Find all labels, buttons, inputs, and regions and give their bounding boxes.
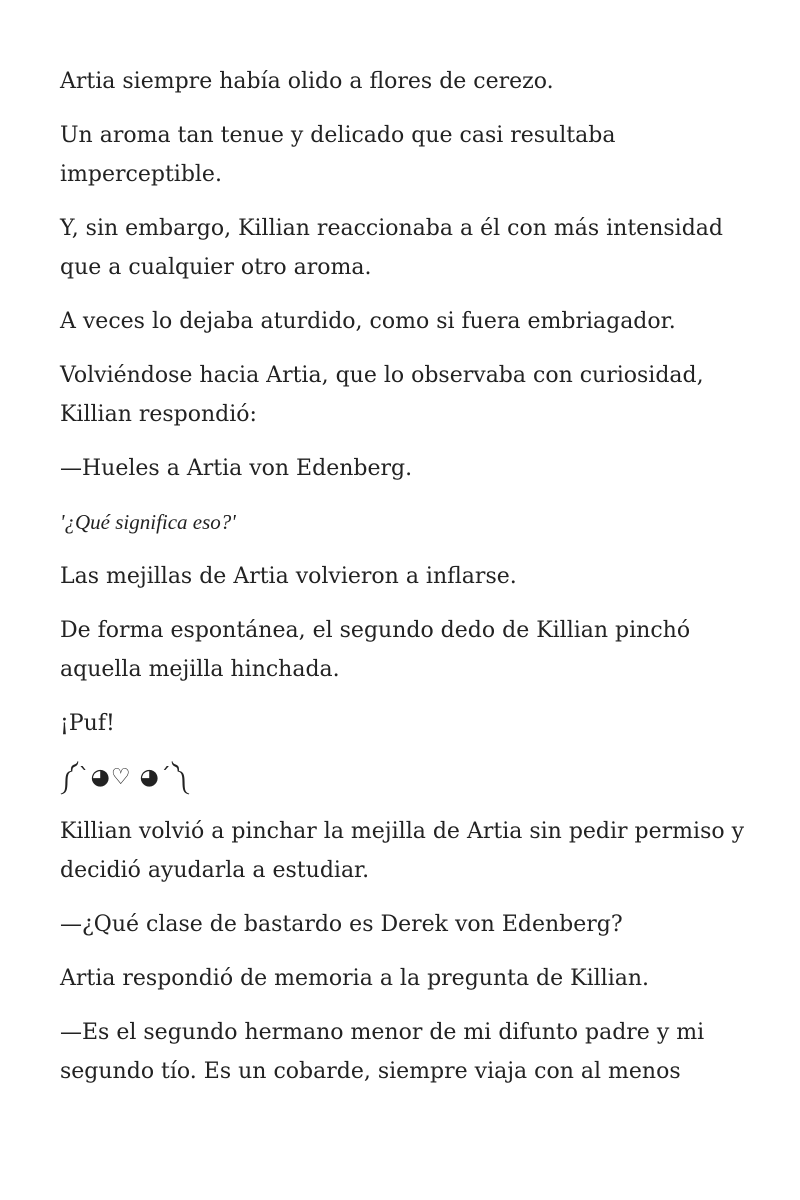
paragraph-12: Killian volvió a pinchar la mejilla de Artia sin pedir permiso y decidió ayudarla a estudiar. <box>60 819 745 883</box>
paragraph-4: A veces lo dejaba aturdido, como si fuera embriagador. <box>60 309 676 334</box>
paragraph-9: De forma espontánea, el segundo dedo de Killian pinchó aquella mejilla hinchada. <box>60 618 691 682</box>
emoticon-line: ༼`◕♡ ◕´༽ <box>60 765 189 790</box>
paragraph-14: Artia respondió de memoria a la pregunta de Killian. <box>60 966 650 991</box>
document-page <box>60 62 750 1106</box>
dialogue-line-3: —Es el segundo hermano menor de mi difunto padre y mi segundo tío. Es un cobarde, siempre viaja con al menos <box>60 1020 705 1084</box>
sound-effect-line: ¡Puf! <box>60 711 115 736</box>
paragraph-2: Un aroma tan tenue y delicado que casi resultaba imperceptible. <box>60 123 616 187</box>
paragraph-3: Y, sin embargo, Killian reaccionaba a él con más intensidad que a cualquier otro aroma. <box>60 216 723 280</box>
paragraph-5: Volviéndose hacia Artia, que lo observaba con curiosidad, Killian respondió: <box>60 363 704 427</box>
paragraph-8: Las mejillas de Artia volvieron a inflarse. <box>60 564 517 589</box>
inner-thought-line: '¿Qué significa eso?' <box>60 510 236 534</box>
dialogue-line-1: —Hueles a Artia von Edenberg. <box>60 456 413 481</box>
dialogue-line-2: —¿Qué clase de bastardo es Derek von Edenberg? <box>60 912 623 937</box>
paragraph-1: Artia siempre había olido a flores de cerezo. <box>60 69 554 94</box>
